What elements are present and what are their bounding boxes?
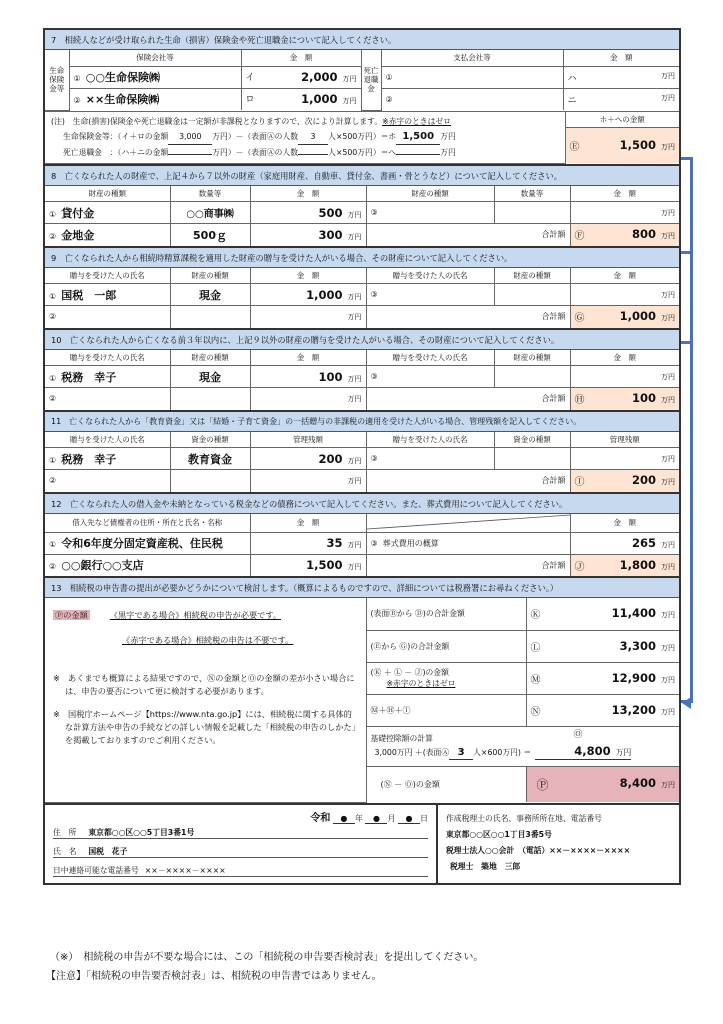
row-number: ②: [73, 96, 81, 106]
amount-2[interactable]: [250, 388, 366, 410]
month-value[interactable]: ●: [365, 814, 387, 824]
name-value: 国税 一郎: [61, 288, 117, 302]
amount-m[interactable]: [526, 662, 679, 694]
preparer-address: 東京都○○区○○1丁目3番5号: [446, 829, 552, 839]
funeral-estimate-label: 葬式費用の概算: [382, 538, 439, 548]
calc-death-tail: 人×500万円）＝へ: [328, 148, 397, 157]
section-7: [45, 30, 679, 166]
kind-value: 教育資金: [188, 452, 232, 466]
phone-label: 日中連絡可能な電話番号: [53, 865, 139, 875]
amount-value: 1,000: [301, 92, 338, 107]
amount-value: 13,200: [611, 702, 656, 717]
section-9-header: 9 亡くなられた人から相続時精算課税を適用した財産の贈与を受けた人がいる場合、その財産について記入してください。: [45, 248, 679, 268]
tax-accountant-info: [438, 805, 679, 883]
property-amount-2[interactable]: [250, 224, 366, 246]
col-amount-2: 金 額: [570, 268, 679, 284]
row-number: ③: [370, 290, 378, 299]
red-zero-note: ※赤字のときはゼロ: [386, 679, 456, 688]
payer-1[interactable]: [381, 66, 563, 88]
row-number: ②: [385, 94, 393, 104]
unit: 万円: [347, 563, 362, 572]
property-kind-2[interactable]: [170, 388, 250, 410]
property-amount-3[interactable]: [570, 202, 679, 224]
mark-m: Ⓜ: [530, 674, 541, 686]
donee-name-2[interactable]: [45, 388, 170, 410]
qty-value: 500ｇ: [193, 228, 227, 242]
fund-kind-1[interactable]: [170, 448, 250, 470]
property-kind-2[interactable]: [45, 224, 170, 246]
total-label: 合計額: [366, 388, 570, 410]
mark-l: Ⓛ: [530, 642, 541, 654]
calc-mid-text: 万円）－（表面Ⓐの人数: [212, 132, 299, 141]
unit: 万円: [347, 312, 362, 321]
row-k-label: (表面Ⓑから Ⓓ)の合計金額: [366, 598, 526, 630]
amount-value: 12,900: [611, 670, 656, 685]
col-kind: 財産の種類: [45, 186, 170, 202]
life-insurance-label: 生命保険金等: [45, 50, 69, 110]
property-kind-2[interactable]: [170, 306, 250, 328]
section-8: [45, 166, 679, 248]
qty-value: ○○商事㈱: [186, 209, 234, 220]
red-zero-note: ※赤字のときはゼロ: [382, 117, 451, 126]
phone-value: ××－××××－××××: [144, 865, 226, 875]
preparer-firm: 税理士法人○○会計 （電話）××－××××－××××: [446, 845, 631, 855]
unit: 万円: [347, 541, 362, 549]
amount-ro[interactable]: [241, 88, 361, 110]
total-value: 1,500: [619, 137, 656, 152]
note-text: (注) 生命(損害)保険金や死亡退職金は一定額が非課税となりますので、次により計算します。: [51, 117, 383, 126]
unit: 万円: [661, 478, 675, 487]
section-13-header: 13 相続税の申告書の提出が必要かどうかについて検討します。（概算によるものですので、詳細については税務署にお尋ねください。）: [45, 578, 679, 598]
total-label: 合計額: [366, 224, 570, 246]
kana-label: ロ: [245, 95, 255, 106]
unit: 万円: [661, 541, 675, 549]
unit: 万円: [347, 476, 362, 485]
col-name-2: 贈与を受けた人の氏名: [366, 432, 494, 448]
section-13-guidance: [45, 598, 366, 802]
col-payer: 支払会社等: [381, 50, 563, 66]
creditor-1[interactable]: [45, 532, 250, 554]
section-7-header: 7 相続人などが受け取られた生命（損害）保険金や死亡退職金について記入してください。: [45, 30, 679, 50]
calc-tail-text: 人×500万円）＝ホ: [328, 132, 397, 141]
amount-1[interactable]: [250, 284, 366, 306]
total-label: 合計額: [366, 554, 570, 576]
unit: 万円: [661, 643, 675, 652]
kana-label: イ: [245, 73, 255, 83]
col-amount: 金 額: [250, 268, 366, 284]
section-11-header: 11 亡くなられた人から「教育資金」又は「結婚・子育て資金」の一括贈与の非課税の適用を受けた人がいる場合、管理残額を記入してください。: [45, 412, 679, 432]
debt-amount-1[interactable]: [250, 532, 366, 554]
col-amount: 金 額: [250, 186, 366, 202]
fund-kind-2[interactable]: [170, 470, 250, 492]
company-name: ○○生命保険㈱: [85, 71, 160, 84]
unit: 万円: [661, 372, 675, 381]
col-name: 贈与を受けた人の氏名: [45, 350, 170, 366]
row-number: ②: [49, 562, 57, 572]
col-name: 贈与を受けた人の氏名: [45, 432, 170, 448]
year-label: 年: [354, 813, 363, 823]
filer-info: [45, 805, 438, 883]
row-number: ①: [49, 209, 57, 219]
final-label: (Ⓝ － Ⓞ)の金額: [366, 766, 526, 802]
col-kind-2: 財産の種類: [494, 350, 570, 366]
section-9: [45, 248, 679, 330]
amount-ha[interactable]: [563, 66, 679, 88]
payer-2[interactable]: [381, 88, 563, 110]
m-formula: (Ⓚ ＋ Ⓛ － Ⓙ)の金額: [370, 668, 449, 677]
amount-value: 3,300: [619, 638, 656, 653]
mark-j: Ⓙ: [574, 561, 585, 573]
unit: 万円: [347, 456, 362, 465]
amount-ni[interactable]: [563, 88, 679, 110]
amount-value: 265: [631, 536, 656, 550]
era: 令和: [310, 812, 331, 824]
calc-death-label: 死亡退職金 ：（ハ＋ニの金額: [63, 148, 169, 157]
row-number: ②: [49, 312, 57, 322]
amount-value: 2,000: [301, 70, 338, 84]
row-m-label: [366, 662, 526, 694]
property-qty-1[interactable]: [170, 202, 250, 224]
total-value: 1,000: [619, 309, 656, 324]
unit: 万円: [342, 75, 357, 83]
property-kind-3[interactable]: [494, 366, 570, 388]
deficit-line: 《赤字である場合》相続税の申告は不要です。: [122, 635, 294, 645]
mark-n: Ⓝ: [530, 706, 541, 718]
unit: 万円: [661, 208, 675, 217]
section-10-header: 10 亡くなられた人から亡くなる前３年以内に、上記９以外の財産の贈与を受けた人がいる場合、その財産について記入してください。: [45, 330, 679, 350]
footer-note-2: 【注意】「相続税の申告要否検討表」は、相続税の申告書ではありません。: [46, 971, 382, 982]
property-qty-3[interactable]: [494, 202, 570, 224]
section-11: [45, 412, 679, 494]
donee-name-2[interactable]: [45, 470, 170, 492]
total-e[interactable]: [565, 127, 679, 163]
row-number: ①: [49, 540, 57, 549]
col-name: 贈与を受けた人の氏名: [45, 268, 170, 284]
remaining-2[interactable]: [250, 470, 366, 492]
unit: 万円: [347, 232, 362, 241]
mark-k: Ⓚ: [530, 610, 541, 622]
footer-notes: [46, 948, 484, 986]
col-creditor: 借入先など債権者の住所・所在と氏名・名称: [45, 514, 250, 533]
row-number: ②: [49, 231, 57, 241]
remark-nta-website: ※ 国税庁ホームページ【https://www.nta.go.jp】には、相続税に関する具体的な計算方法や申告の手続などの詳しい情報を記載した「相続税の申告のしかた」を掲載しておりますのでご利用ください。: [53, 709, 356, 745]
address-label: 住 所: [53, 827, 77, 837]
amount-value: 1,500: [306, 558, 343, 573]
property-amount-1[interactable]: [250, 202, 366, 224]
debt-amount-2[interactable]: [250, 554, 366, 576]
unit: 万円: [347, 394, 362, 403]
col-company: 保険会社等: [69, 50, 241, 66]
basic-deduction-title: 基礎控除額の計算: [370, 733, 433, 743]
address-row[interactable]: [53, 823, 428, 839]
col-name-2: 贈与を受けた人の氏名: [366, 350, 494, 366]
calc-result-he[interactable]: [396, 154, 440, 155]
col-kind-2: 財産の種類: [366, 186, 494, 202]
creditor-2[interactable]: [45, 554, 250, 576]
total-value: 100: [631, 391, 656, 406]
unit: 万円: [661, 454, 675, 463]
funeral-amount[interactable]: [570, 532, 679, 554]
basic-formula-b: 人×600万円) ＝: [473, 747, 532, 757]
name-value: 税務 幸子: [61, 370, 117, 384]
signature-section: [45, 805, 679, 883]
row-l-label: (Ⓔから Ⓖ)の合計金額: [366, 630, 526, 662]
amount-value: 1,000: [306, 287, 343, 302]
total-label: 合計額: [366, 470, 570, 492]
fund-kind-3[interactable]: [494, 448, 570, 470]
col-amount-2: 金 額: [570, 350, 679, 366]
row-n-label: Ⓜ＋Ⓗ＋Ⓘ: [366, 694, 526, 726]
total-value: 800: [631, 227, 656, 242]
row-number: ①: [49, 455, 57, 465]
donee-name-3[interactable]: [366, 448, 494, 470]
col-amount: 金 額: [250, 350, 366, 366]
remaining-3[interactable]: [570, 448, 679, 470]
amount-value: 100: [318, 369, 343, 384]
calc-result-ho[interactable]: 1,500: [396, 129, 440, 145]
section-8-header: 8 亡くなられた人の財産で、上記４から７以外の財産（家庭用財産、自動車、貸付金、書画・骨とうなど）について記入してください。: [45, 166, 679, 186]
total-g[interactable]: [570, 306, 679, 328]
property-qty-2[interactable]: [170, 224, 250, 246]
amount-k[interactable]: [526, 598, 679, 630]
exemption-note: [45, 111, 565, 163]
row-number: ②: [49, 394, 57, 404]
row-number: ③: [370, 454, 378, 463]
col-kind-2: 財産の種類: [494, 268, 570, 284]
row-number: ①: [49, 291, 57, 301]
row-number: ①: [385, 72, 393, 82]
diagonal-line: [367, 514, 570, 530]
total-h[interactable]: [570, 388, 679, 410]
col-kind: 財産の種類: [170, 268, 250, 284]
row-number: ③: [370, 538, 378, 548]
amount-3[interactable]: [570, 366, 679, 388]
name-value: 国税 花子: [88, 846, 128, 856]
row-number: ③: [370, 372, 378, 381]
unit: 万円: [661, 142, 675, 151]
col-amount-2: 金 額: [563, 50, 679, 66]
col-remaining-2: 管理残額: [570, 432, 679, 448]
unit: 万円: [440, 132, 456, 141]
unit: 万円: [661, 71, 675, 80]
total-value: 1,800: [619, 557, 656, 572]
col-qty-2: 数量等: [494, 186, 570, 202]
calc-death-persons[interactable]: [298, 154, 328, 155]
amount-value: 200: [318, 451, 343, 466]
unit: 万円: [440, 148, 456, 157]
section-13: [45, 578, 679, 805]
company-name: ××生命保険㈱: [85, 93, 160, 107]
calc-mid-text: 万円）－（表面Ⓐの人数: [212, 148, 299, 157]
amount-value: 8,400: [619, 775, 656, 790]
donee-name-3[interactable]: [366, 366, 494, 388]
section-10: [45, 330, 679, 412]
unit: 万円: [661, 675, 675, 684]
total-i[interactable]: [570, 470, 679, 492]
mark-h: Ⓗ: [574, 395, 585, 407]
mark-p: Ⓟ: [536, 777, 549, 792]
year-value[interactable]: ●: [333, 814, 355, 824]
funeral-label: [366, 532, 570, 554]
total-j[interactable]: [570, 554, 679, 576]
mark-e: Ⓔ: [569, 141, 580, 153]
creditor-name: 令和6年度分固定資産税、住民税: [61, 537, 223, 550]
diagonal-blank-cell: [366, 514, 570, 533]
mark-o: Ⓞ: [573, 729, 583, 740]
unit: 万円: [342, 97, 357, 106]
kana-label: ニ: [567, 95, 577, 106]
connector-bracket: [681, 157, 693, 703]
creditor-name: ○○銀行○○支店: [61, 559, 144, 573]
p-amount-label: Ⓟの金額: [55, 610, 88, 620]
phone-row[interactable]: [53, 861, 428, 877]
col-amount: 金 額: [250, 514, 366, 533]
name-row[interactable]: [53, 842, 428, 858]
unit: 万円: [661, 562, 675, 571]
connector-tick-g: [681, 341, 693, 344]
property-kind-3[interactable]: [366, 202, 494, 224]
unit: 万円: [347, 292, 362, 301]
mark-f: Ⓕ: [574, 231, 585, 243]
donee-name-1[interactable]: [45, 448, 170, 470]
property-kind-1[interactable]: [170, 366, 250, 388]
amount-1[interactable]: [250, 366, 366, 388]
insurance-company-1[interactable]: [69, 66, 241, 88]
col-remaining: 管理残額: [250, 432, 366, 448]
amount-n[interactable]: [526, 694, 679, 726]
amount-i[interactable]: [241, 66, 361, 88]
amount-value: 300: [318, 227, 343, 242]
col-fund-kind-2: 資金の種類: [494, 432, 570, 448]
total-f[interactable]: [570, 224, 679, 246]
unit: 万円: [615, 747, 632, 757]
amount-3[interactable]: [570, 284, 679, 306]
property-kind-3[interactable]: [494, 284, 570, 306]
col-amount-2: 金 額: [570, 186, 679, 202]
total-value: 200: [631, 473, 656, 488]
kana-label: ハ: [567, 73, 577, 84]
calc-life-value[interactable]: 3,000: [168, 129, 212, 145]
unit: 万円: [661, 611, 675, 620]
col-amount: 金 額: [241, 50, 361, 66]
kind-value: 貸付金: [61, 206, 95, 220]
unit: 万円: [661, 314, 675, 323]
donee-name-1[interactable]: [45, 366, 170, 388]
calc-life-label: 生命保険金等：（イ＋ロの金額: [63, 132, 169, 141]
row-number: ②: [49, 476, 57, 486]
death-retirement-label: 死亡退職金: [361, 50, 381, 110]
date-row: [53, 809, 428, 823]
unit: 万円: [347, 374, 362, 383]
amount-p[interactable]: [526, 766, 679, 802]
donee-name-2[interactable]: [45, 306, 170, 328]
footer-note-1: （※） 相続税の申告が不要な場合には、この「相続税の申告要否検討表」を提出してください。: [50, 952, 484, 963]
section-12: [45, 494, 679, 579]
row-number: ①: [49, 373, 57, 383]
property-kind-1[interactable]: [170, 284, 250, 306]
row-number: ③: [370, 208, 378, 217]
insurance-company-2[interactable]: [69, 88, 241, 110]
remark-estimate: ※ あくまでも概算による結果ですので、Ⓝの金額とⓄの金額の差が小さい場合には、申告の要否について更に検討する必要があります。: [53, 673, 355, 696]
month-label: 月: [387, 813, 396, 823]
calc-persons[interactable]: 3: [298, 129, 328, 145]
unit: 万円: [661, 290, 675, 299]
basic-value[interactable]: 4,800: [574, 743, 611, 758]
col-fund-kind: 資金の種類: [170, 432, 250, 448]
basic-deduction-calc: [366, 726, 679, 766]
col-amount-2: 金 額: [570, 514, 679, 533]
amount-2[interactable]: [250, 306, 366, 328]
amount-value: 11,400: [611, 606, 656, 621]
unit: 万円: [347, 210, 362, 219]
mark-g: Ⓖ: [574, 313, 585, 325]
donee-name-3[interactable]: [366, 284, 494, 306]
day-value[interactable]: ●: [398, 814, 420, 824]
sum-ho-he-label: ホ＋への金額: [565, 111, 679, 127]
address-value: 東京都○○区○○5丁目3番1号: [88, 827, 195, 837]
amount-l[interactable]: [526, 630, 679, 662]
property-kind-1[interactable]: [45, 202, 170, 224]
unit: 万円: [661, 707, 675, 716]
calc-death-value[interactable]: [168, 154, 212, 155]
unit: 万円: [661, 396, 675, 405]
row-number: ①: [73, 74, 81, 83]
donee-name-1[interactable]: [45, 284, 170, 306]
section-12-header: 12 亡くなられた人の借入金や未納となっている税金などの債務について記入してください。また、葬式費用について記入してください。: [45, 494, 679, 514]
kind-value: 現金: [199, 288, 221, 302]
col-kind: 財産の種類: [170, 350, 250, 366]
unit: 万円: [661, 93, 675, 102]
day-label: 日: [420, 813, 428, 823]
inheritance-tax-review-form: [43, 28, 681, 885]
surplus-line: 《黒字である場合》相続税の申告が必要です。: [109, 610, 282, 620]
col-qty: 数量等: [170, 186, 250, 202]
unit: 万円: [661, 232, 675, 241]
amount-value: 500: [318, 205, 343, 220]
kind-value: 金地金: [61, 228, 95, 242]
unit: 万円: [661, 780, 675, 789]
basic-persons[interactable]: 3: [449, 747, 473, 760]
kind-value: 現金: [199, 370, 221, 384]
basic-formula-a: 3,000万円 ＋(表面Ⓐ: [374, 747, 450, 757]
remaining-1[interactable]: [250, 448, 366, 470]
name-label: 氏 名: [53, 846, 77, 856]
connector-tick-f: [681, 251, 693, 254]
total-label: 合計額: [366, 306, 570, 328]
amount-value: 35: [326, 536, 343, 550]
col-name-2: 贈与を受けた人の氏名: [366, 268, 494, 284]
preparer-title: 作成税理士の氏名、事務所所在地、電話番号: [446, 813, 602, 823]
arrow-left-icon: [682, 697, 691, 709]
mark-i: Ⓘ: [574, 477, 585, 489]
preparer-name: 税理士 築地 三郎: [450, 861, 521, 871]
name-value: 税務 幸子: [61, 452, 117, 466]
